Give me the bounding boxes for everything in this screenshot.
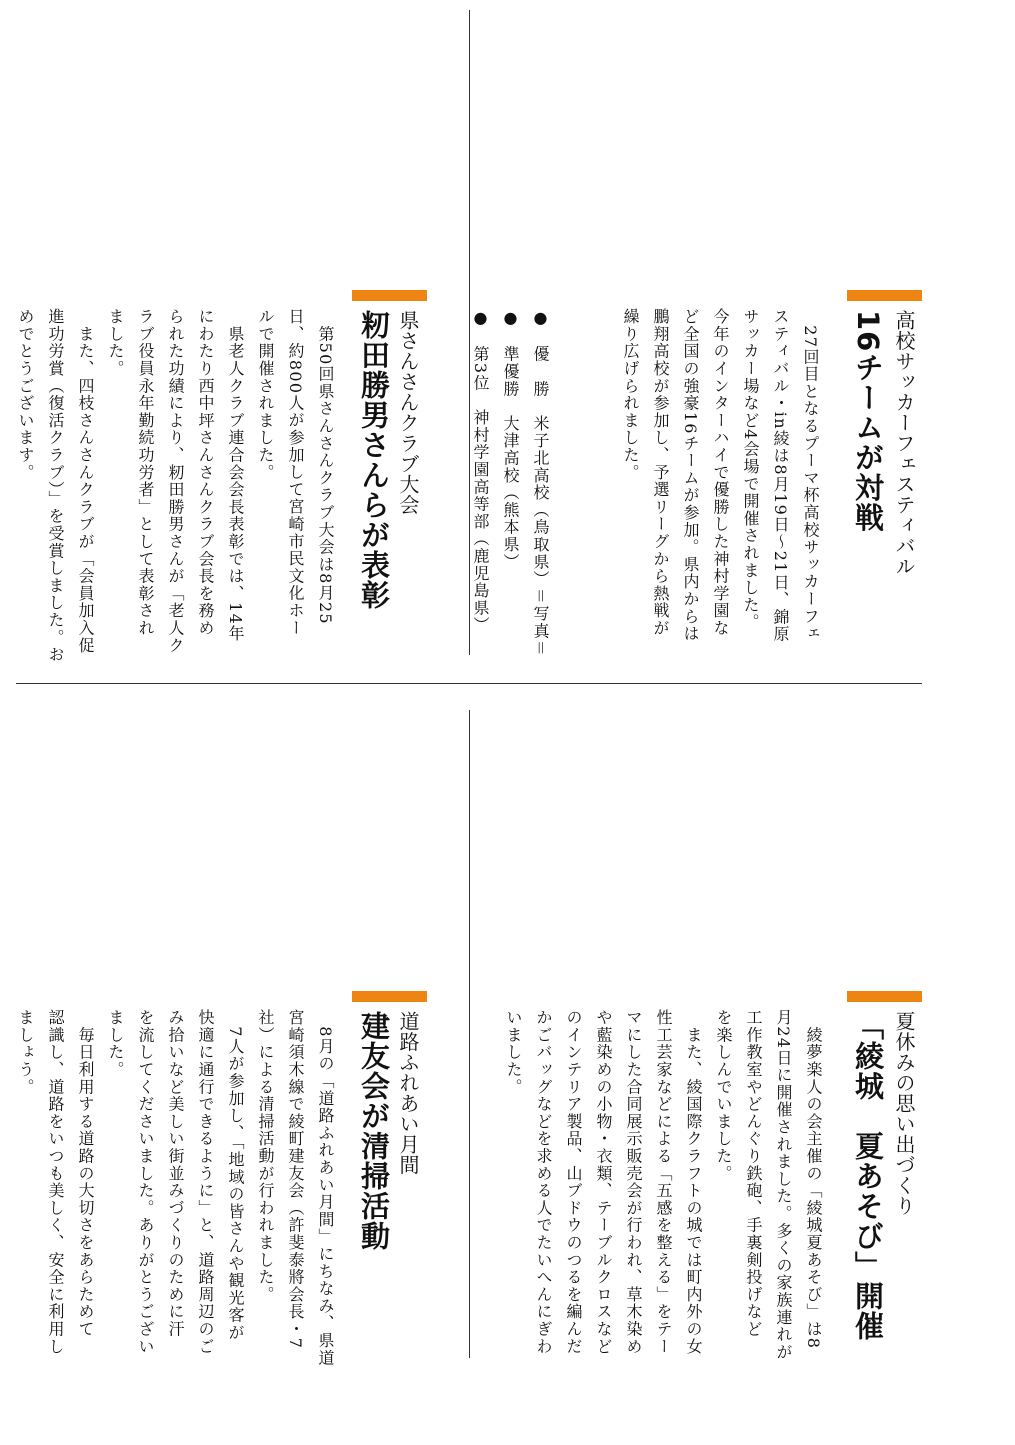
article-title: 「綾城 夏あそび」開催 [851,1011,885,1341]
article-title: 建友会が清掃活動 [357,1011,391,1251]
article-title: 16チームが対戦 [851,310,885,533]
accent-bar [847,991,922,1002]
article-subtitle: 道路ふれあい月間 [396,1011,420,1175]
article-subtitle: 夏休みの思い出づくり [892,1011,916,1216]
article-subtitle: 高校サッカーフェスティバル [892,310,916,577]
accent-bar [352,991,427,1002]
article-title: 籾田勝男さんらが表彰 [357,310,391,610]
article-body: 綾夢楽人の会主催の「綾城夏あそび」は8 月24日に開催されました。多くの家族連れが 工作教室やどんぐり鉄砲、手裏剣投げなど を楽しんでいました。 また、綾国際クラフトの城では町内外の女 性工芸家などによる「五感を整える」をテー マにした合同展示販売会が行われ、草木染め や藍染めの小物・衣類、テーブルクロスなど のインテリア製品、山ブドウのつるを編んだ かごバッグなどを求める人でたいへんにぎわ いました。 [504,1009,823,1361]
accent-bar [352,290,427,301]
vertical-divider-bottom [469,710,470,1358]
article-body: 27回目となるプーマ杯高校サッカーフェ スティバル・in綾は8月19日〜21日、錦原 サッカー場など4会場で開催されました。 今年のインターハイで優勝した神村学園な ど全国の強豪16チームが参加。県内からは 鵬翔高校が参加し、予選リーグから熱戦が 繰り広げられました。 ● 優 勝 米子北高校（鳥取県）＝写真＝ ● 準優勝 大津高校（熊本県） ● 第3位 神村学園高等部（鹿児島県） [471,308,820,657]
article-body: 第50回県さんさんクラブ大会は8月25 日、約800人が参加して宮崎市民文化ホー ルで開催されました。 県老人クラブ連合会会長表彰では、14年 にわたり西中坪さんさんクラブ会長を務め られた功績により、籾田勝男さんが「老人ク ラブ役員永年勤続功労者」として表彰され ました。 また、四枝さんさんクラブが「会員加入促 進功労賞（復活クラブ）」を受賞しました。お めでとうございます。 [16,308,335,664]
horizontal-divider [16,683,922,684]
article-body: 8月の「道路ふれあい月間」にちなみ、県道 宮崎須木線で綾町建友会（許斐泰將会長・7 社）による清掃活動が行われました。 7人が参加し、「地域の皆さんや観光客が 快適に通行できるように」と、道路周辺のご み拾いなど美しい街並みづくりのために汗 を流してくださいました。ありがとうござい ました。 毎日利用する道路の大切さをあらためて 認識し、道路をいつも美しく、安全に利用し ましょう。 [16,1009,335,1367]
accent-bar [847,290,922,301]
article-subtitle: 県さんさんクラブ大会 [396,310,420,515]
